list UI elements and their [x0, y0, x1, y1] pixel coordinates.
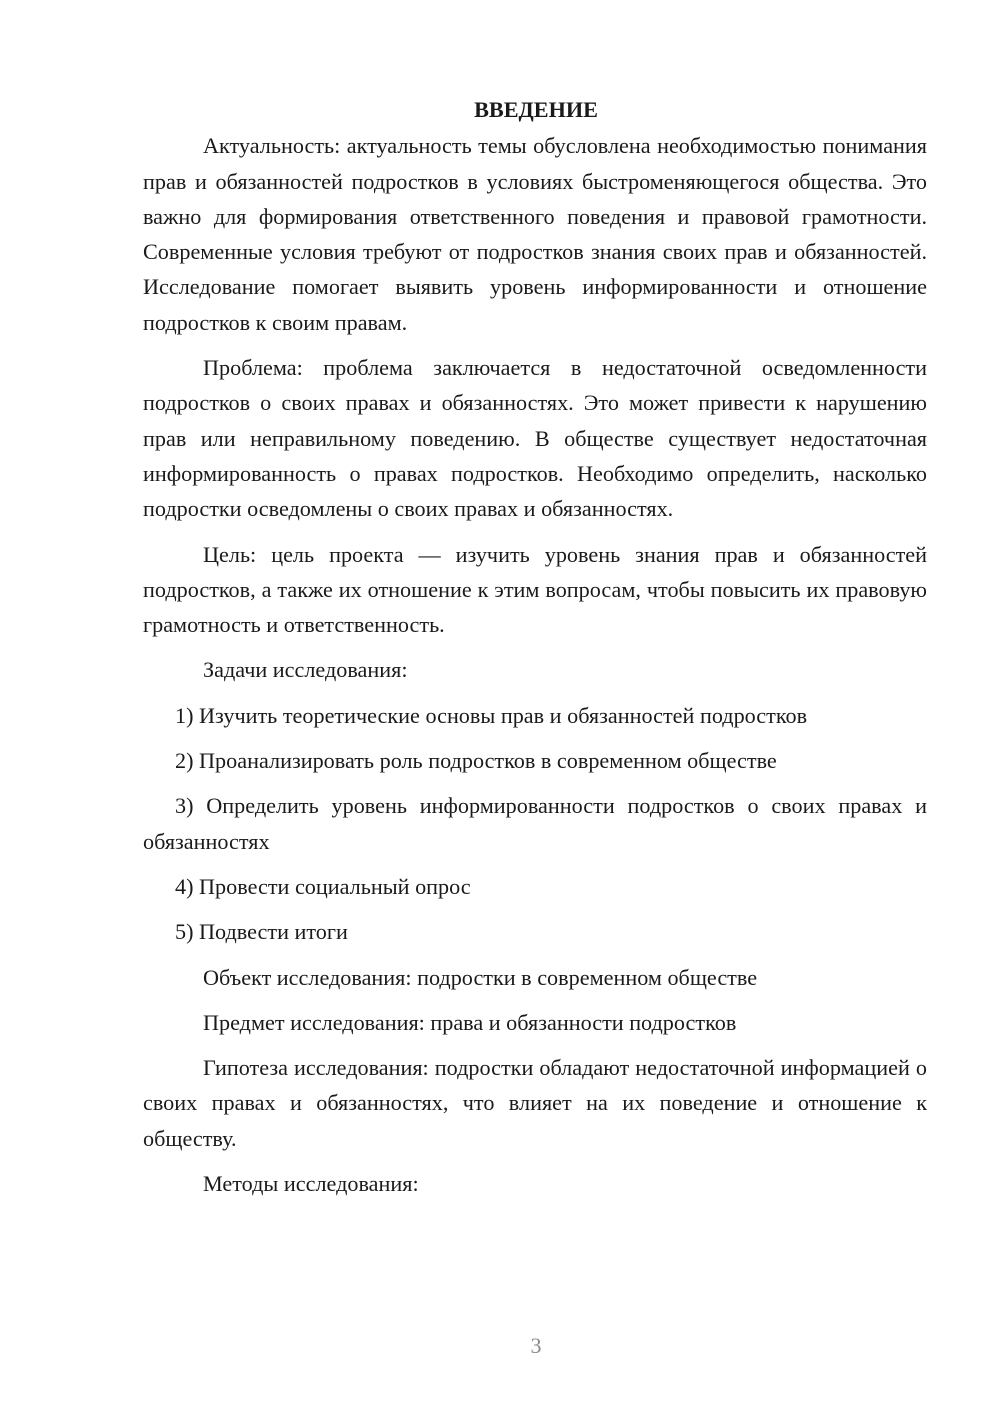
relevance-paragraph: Актуальность: актуальность темы обусловлена необходимостью понимания прав и обязанностей подростков в условиях быстроменяющегося общества. Это важно для формирования ответственного поведения и правовой грамотности. Современные условия требуют от подростков знания своих прав и обязанностей. Исследование помогает выявить уровень информированности и отношение подростков к своим правам. [143, 133, 927, 335]
page-content [143, 92, 927, 1211]
tasks-heading: Задачи исследования: [203, 657, 408, 683]
task-item-4: 4) Провести социальный опрос [175, 873, 471, 899]
problem-paragraph: Проблема: проблема заключается в недостаточной осведомленности подростков о своих правах и обязанностях. Это может привести к нарушению прав или неправильному поведению. В обществе существует недостаточная информированность о правах подростков. Необходимо определить, насколько подростки осведомлены о своих правах и обязанностях. [143, 355, 927, 522]
page-number: 3 [530, 1333, 542, 1358]
goal-paragraph: Цель: цель проекта — изучить уровень знания прав и обязанностей подростков, а также их отношение к этим вопросам, чтобы повысить их правовую грамотность и ответственность. [143, 541, 927, 638]
section-title: ВВЕДЕНИЕ [474, 97, 598, 122]
hypothesis-paragraph: Гипотеза исследования: подростки обладают недостаточной информацией о своих правах и обязанностях, что влияет на их поведение и отношение к обществу. [143, 1055, 927, 1151]
task-item-1: 1) Изучить теоретические основы прав и обязанностей подростков [175, 702, 808, 728]
object-line: Объект исследования: подростки в современном обществе [203, 964, 758, 990]
methods-heading: Методы исследования: [203, 1171, 419, 1197]
task-item-5: 5) Подвести итоги [175, 919, 348, 945]
task-item-2: 2) Проанализировать роль подростков в современном обществе [175, 748, 777, 774]
task-item-3: 3) Определить уровень информированности подростков о своих правах и обязанностях [143, 793, 927, 854]
subject-line: Предмет исследования: права и обязанности подростков [203, 1009, 737, 1035]
